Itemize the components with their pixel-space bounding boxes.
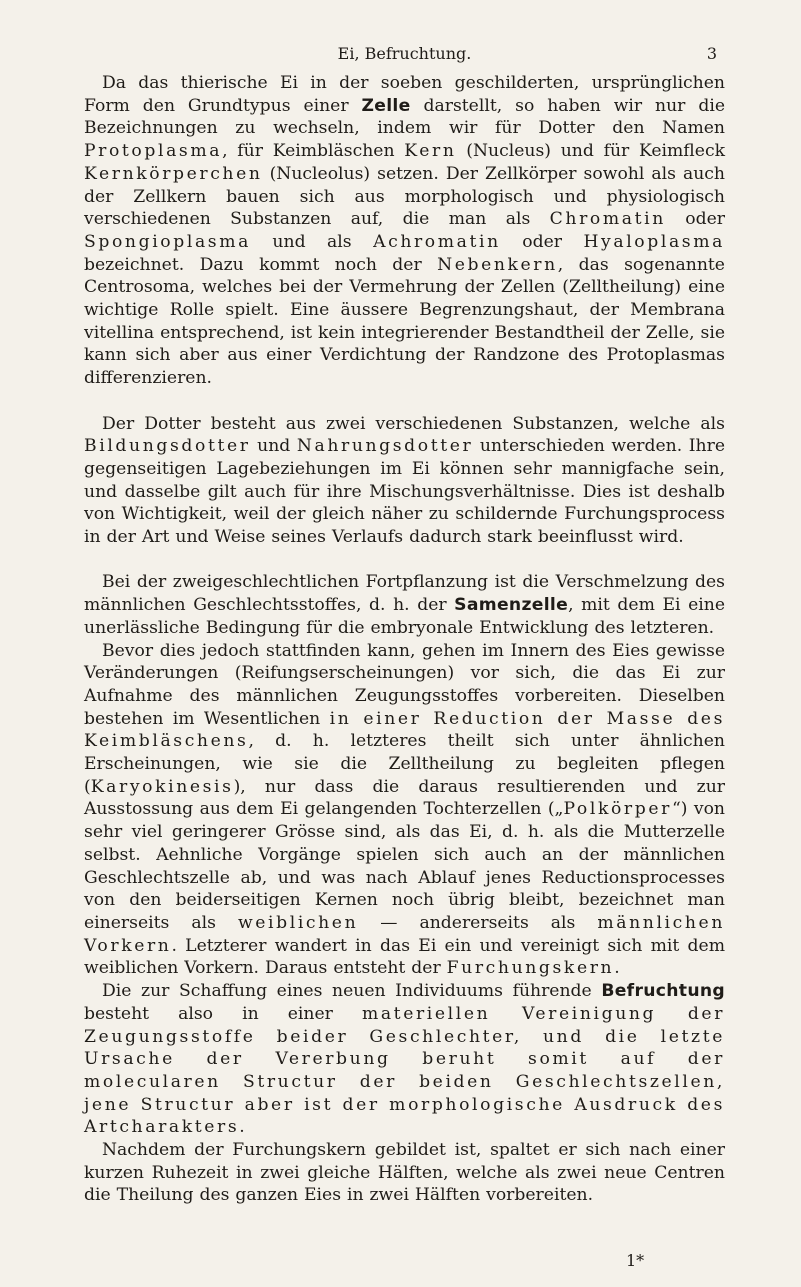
spaced-term: Kern — [404, 141, 457, 162]
text-run: Bevor dies jedoch stattfinden kann, gehen im Innern des Eies gewisse Veränderungen (Reifungserscheinungen) vor sich, die das Ei zur Aufnahme des männlichen Zeugungsstoffes vorbereiten. Dieselben bestehen im Wesentlichen — [84, 640, 725, 729]
text-run: unterschieden werden. Ihre gegenseitigen Lagebeziehungen im Ei können sehr mannigfache sein, und dasselbe gilt auch für ihre Mischungsverhältnisse. Dies ist deshalb von Wichtigkeit, weil der gleich näher zu schildernde Furchungsprocess in der Art und Weise seines Verlaufs dadurch stark beeinflusst wird. — [84, 436, 725, 548]
text-run: oder — [665, 209, 725, 230]
spaced-term: Bildungsdotter — [84, 436, 251, 457]
paragraph — [84, 571, 725, 639]
text-run: , mit dem Ei eine unerlässliche Bedingung für die embryonale Entwicklung des letzteren. — [84, 595, 725, 638]
text-run: Da das thierische Ei in der soeben geschilderten, ursprünglichen Form den Grundtypus einer — [84, 73, 725, 116]
text-run: “) von sehr viel geringerer Grösse sind, als das Ei, d. h. als die Mutterzelle selbst. Aehnliche Vorgänge spielen sich auch an der männlichen Geschlechtszelle ab, und was nach Ablauf jenes Reductionsprocesses von den beiderseitigen Kernen noch übrig bleibt, bezeichnet man einerseits als — [84, 799, 725, 933]
signature-mark: 1* — [626, 1251, 645, 1270]
text-run: darstellt, so haben wir nur die Bezeichnungen zu wechseln, indem wir für Dotter den Namen — [84, 95, 725, 139]
spaced-term: Spongioplasma — [84, 231, 251, 252]
spaced-term: männlichen Vorkern — [84, 912, 725, 956]
paragraph — [84, 72, 725, 390]
text-run: bezeichnet. Dazu kommt noch der — [84, 254, 438, 275]
text-run: , das sogenannte Centrosoma, welches bei der Vermehrung der Zellen (Zelltheilung) eine wichtige Rolle spielt. Eine äussere Begrenzungshaut, der Membrana vitellina entsprechend, ist kein integrierender Bestandtheil der Zelle, sie kann sich aber aus einer Verdichtung der Randzone des Protoplasmas differenzieren. — [84, 254, 725, 389]
text-run: , für Keimbläschen — [222, 141, 405, 162]
text-run: , d. h. letzteres theilt sich unter ähnlichen Erscheinungen, wie sie die Zelltheilung zu begleiten pflegen ( — [84, 731, 725, 797]
text-run: (Nucleus) und für Keimfleck — [456, 141, 725, 162]
paragraph — [84, 980, 725, 1139]
spaced-term: Polkörper — [563, 799, 672, 820]
bold-term: Befruchtung — [601, 981, 725, 1002]
running-title: Ei, Befruchtung. — [337, 44, 472, 63]
spaced-term: Protoplasma — [84, 141, 223, 162]
text-run: — andererseits als — [358, 912, 598, 933]
spaced-term: Nebenkern — [437, 254, 558, 275]
bold-term: Samenzelle — [454, 595, 569, 616]
text-run: Nachdem der Furchungskern gebildet ist, spaltet er sich nach einer kurzen Ruhezeit in zwei gleiche Hälften, welche als zwei neue Centren die Theilung des ganzen Eies in zwei Hälften vorbereiten. — [84, 1140, 725, 1206]
text-run: Bei der zweigeschlechtlichen Fortpflanzung ist die Verschmelzung des männlichen Geschlechtsstoffes, d. h. der — [84, 572, 725, 616]
spaced-term: Karyokinesis — [90, 776, 234, 797]
text-run: besteht also in einer — [84, 1003, 362, 1024]
text-run: ), nur dass die daraus resultierenden und zur Ausstossung aus dem Ei gelangenden Tochterzellen („ — [84, 776, 725, 820]
spaced-term: Chromatin — [549, 209, 666, 230]
body-text — [84, 72, 725, 1207]
text-run: oder — [500, 231, 584, 252]
running-header — [84, 44, 725, 72]
text-run: und — [250, 436, 297, 457]
text-run: und als — [250, 231, 374, 252]
text-run: . Letzterer wandert in das Ei ein und vereinigt sich mit dem weiblichen Vorkern. Daraus entsteht der — [84, 935, 725, 979]
paragraph — [84, 1139, 725, 1207]
spaced-term: materiellen Vereinigung der Zeugungsstoffe beider Geschlechter, und die letzte Ursache der Vererbung beruht somit auf der molecularen Structur der beiden Geschlechtszellen, jene Structur aber ist der morphologische Ausdruck des Artcharakters. — [84, 1003, 726, 1138]
spaced-term: weiblichen — [237, 912, 359, 933]
text-run: (Nucleolus) setzen. Der Zellkörper sowohl als auch der Zellkern bauen sich aus morphologisch und physiologisch verschiedenen Substanzen auf, die man als — [84, 163, 725, 230]
text-run: Die zur Schaffung eines neuen Individuums führende — [102, 981, 602, 1002]
spaced-term: in einer Reduction der Masse des Keimbläschens — [84, 708, 725, 752]
spaced-term: Achromatin — [373, 231, 501, 252]
spaced-term: Kernkörperchen — [84, 163, 263, 184]
text-run: Der Dotter besteht aus zwei verschiedenen Substanzen, welche als — [102, 413, 725, 434]
text-run: . — [614, 958, 620, 979]
page-number: 3 — [706, 44, 717, 63]
bold-term: Zelle — [361, 95, 411, 116]
paragraph — [84, 640, 725, 981]
spaced-term: Nahrungsdotter — [296, 436, 474, 457]
paragraph — [84, 413, 725, 549]
spaced-term: Hyaloplasma — [583, 231, 725, 252]
spaced-term: Furchungskern — [446, 958, 615, 979]
